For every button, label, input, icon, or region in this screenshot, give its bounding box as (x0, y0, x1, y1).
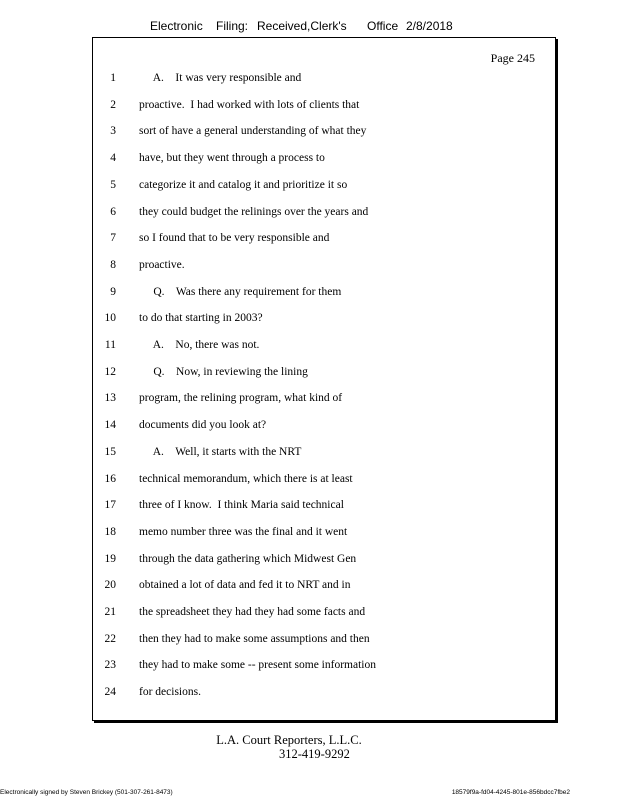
transcript-line (0, 286, 618, 306)
transcript-line (0, 419, 618, 439)
transcript-line (0, 499, 618, 519)
line-number: 24 (104, 686, 116, 699)
line-text: obtained a lot of data and fed it to NRT and in (139, 579, 351, 592)
transcript-line (0, 633, 618, 653)
transcript-line (0, 232, 618, 252)
line-number: 13 (104, 392, 116, 405)
transcript-line (0, 606, 618, 626)
filing-header-received: Received,Clerk's (257, 19, 347, 33)
line-number: 22 (104, 632, 116, 645)
line-number: 15 (104, 445, 116, 458)
line-text: to do that starting in 2003? (139, 312, 263, 325)
line-number: 19 (104, 552, 116, 565)
line-number: 1 (110, 72, 116, 84)
filing-header-office: Office (367, 19, 399, 33)
court-reporter-name: L.A. Court Reporters, L.L.C. (216, 733, 362, 747)
line-text: Q. Was there any requirement for them (139, 285, 342, 298)
line-text: memo number three was the final and it went (139, 525, 348, 538)
line-text: proactive. I had worked with lots of clients that (139, 98, 360, 111)
transcript-line (0, 206, 618, 226)
line-number: 21 (104, 606, 116, 618)
line-number: 9 (110, 285, 116, 298)
filing-header-filing: Filing: (216, 19, 249, 33)
transcript-line (0, 259, 618, 279)
transcript-line (0, 446, 618, 466)
transcript-line (0, 152, 618, 172)
filing-header-electronic: Electronic (150, 19, 203, 33)
transcript-line (0, 686, 618, 706)
line-number: 14 (104, 419, 116, 432)
line-number: 11 (104, 339, 116, 351)
line-text: sort of have a general understanding of what they (139, 125, 367, 138)
line-text: A. Well, it starts with the NRT (139, 445, 302, 458)
line-text: program, the relining program, what kind of (139, 392, 343, 405)
line-number: 17 (104, 499, 116, 512)
line-number: 4 (110, 152, 116, 165)
line-number: 8 (110, 258, 116, 271)
line-number: 5 (110, 178, 116, 191)
line-text: three of I know. I think Maria said technical (139, 499, 344, 512)
line-text: they could budget the relinings over the years and (139, 205, 369, 218)
line-number: 12 (104, 365, 116, 378)
line-text: so I found that to be very responsible and (139, 232, 330, 245)
transcript-line (0, 179, 618, 199)
line-text: A. It was very responsible and (139, 72, 302, 84)
line-text: have, but they went through a process to (139, 152, 325, 165)
line-text: they had to make some -- present some information (139, 659, 376, 672)
line-text: the spreadsheet they had they had some facts and (139, 606, 366, 618)
line-text: Q. Now, in reviewing the lining (139, 365, 308, 378)
transcript-line (0, 553, 618, 573)
line-number: 23 (104, 659, 116, 672)
line-text: proactive. (139, 258, 185, 271)
line-number: 16 (104, 472, 116, 485)
transcript-line (0, 473, 618, 493)
transcript-line (0, 72, 618, 92)
line-number: 7 (110, 232, 116, 245)
line-text: A. No, there was not. (139, 339, 260, 351)
electronic-signature: Electronically signed by Steven Brickey (501-307-261-8473) (0, 789, 173, 796)
line-number: 18 (104, 525, 116, 538)
line-text: for decisions. (139, 686, 201, 699)
line-number: 3 (110, 125, 116, 138)
transcript-line (0, 659, 618, 679)
transcript-line (0, 312, 618, 332)
transcript-line (0, 392, 618, 412)
document-hash: 18579f9a-fd04-4245-801e-856bdcc7fbe2 (451, 789, 570, 796)
court-reporter-phone: 312-419-9292 (279, 747, 350, 761)
line-number: 20 (104, 579, 116, 592)
transcript-line (0, 99, 618, 119)
line-number: 6 (110, 205, 116, 218)
line-text: through the data gathering which Midwest Gen (139, 552, 357, 565)
line-text: technical memorandum, which there is at least (139, 472, 353, 485)
line-number: 2 (110, 98, 116, 111)
transcript-line (0, 339, 618, 359)
line-text: then they had to make some assumptions and then (139, 632, 370, 645)
line-number: 10 (104, 312, 116, 325)
transcript-line (0, 366, 618, 386)
filing-header-date: 2/8/2018 (406, 19, 453, 33)
transcript-line (0, 125, 618, 145)
transcript-line (0, 579, 618, 599)
transcript-line (0, 526, 618, 546)
line-text: categorize it and catalog it and prioritize it so (139, 178, 348, 191)
line-text: documents did you look at? (139, 419, 267, 432)
page-number: Page 245 (490, 51, 535, 65)
